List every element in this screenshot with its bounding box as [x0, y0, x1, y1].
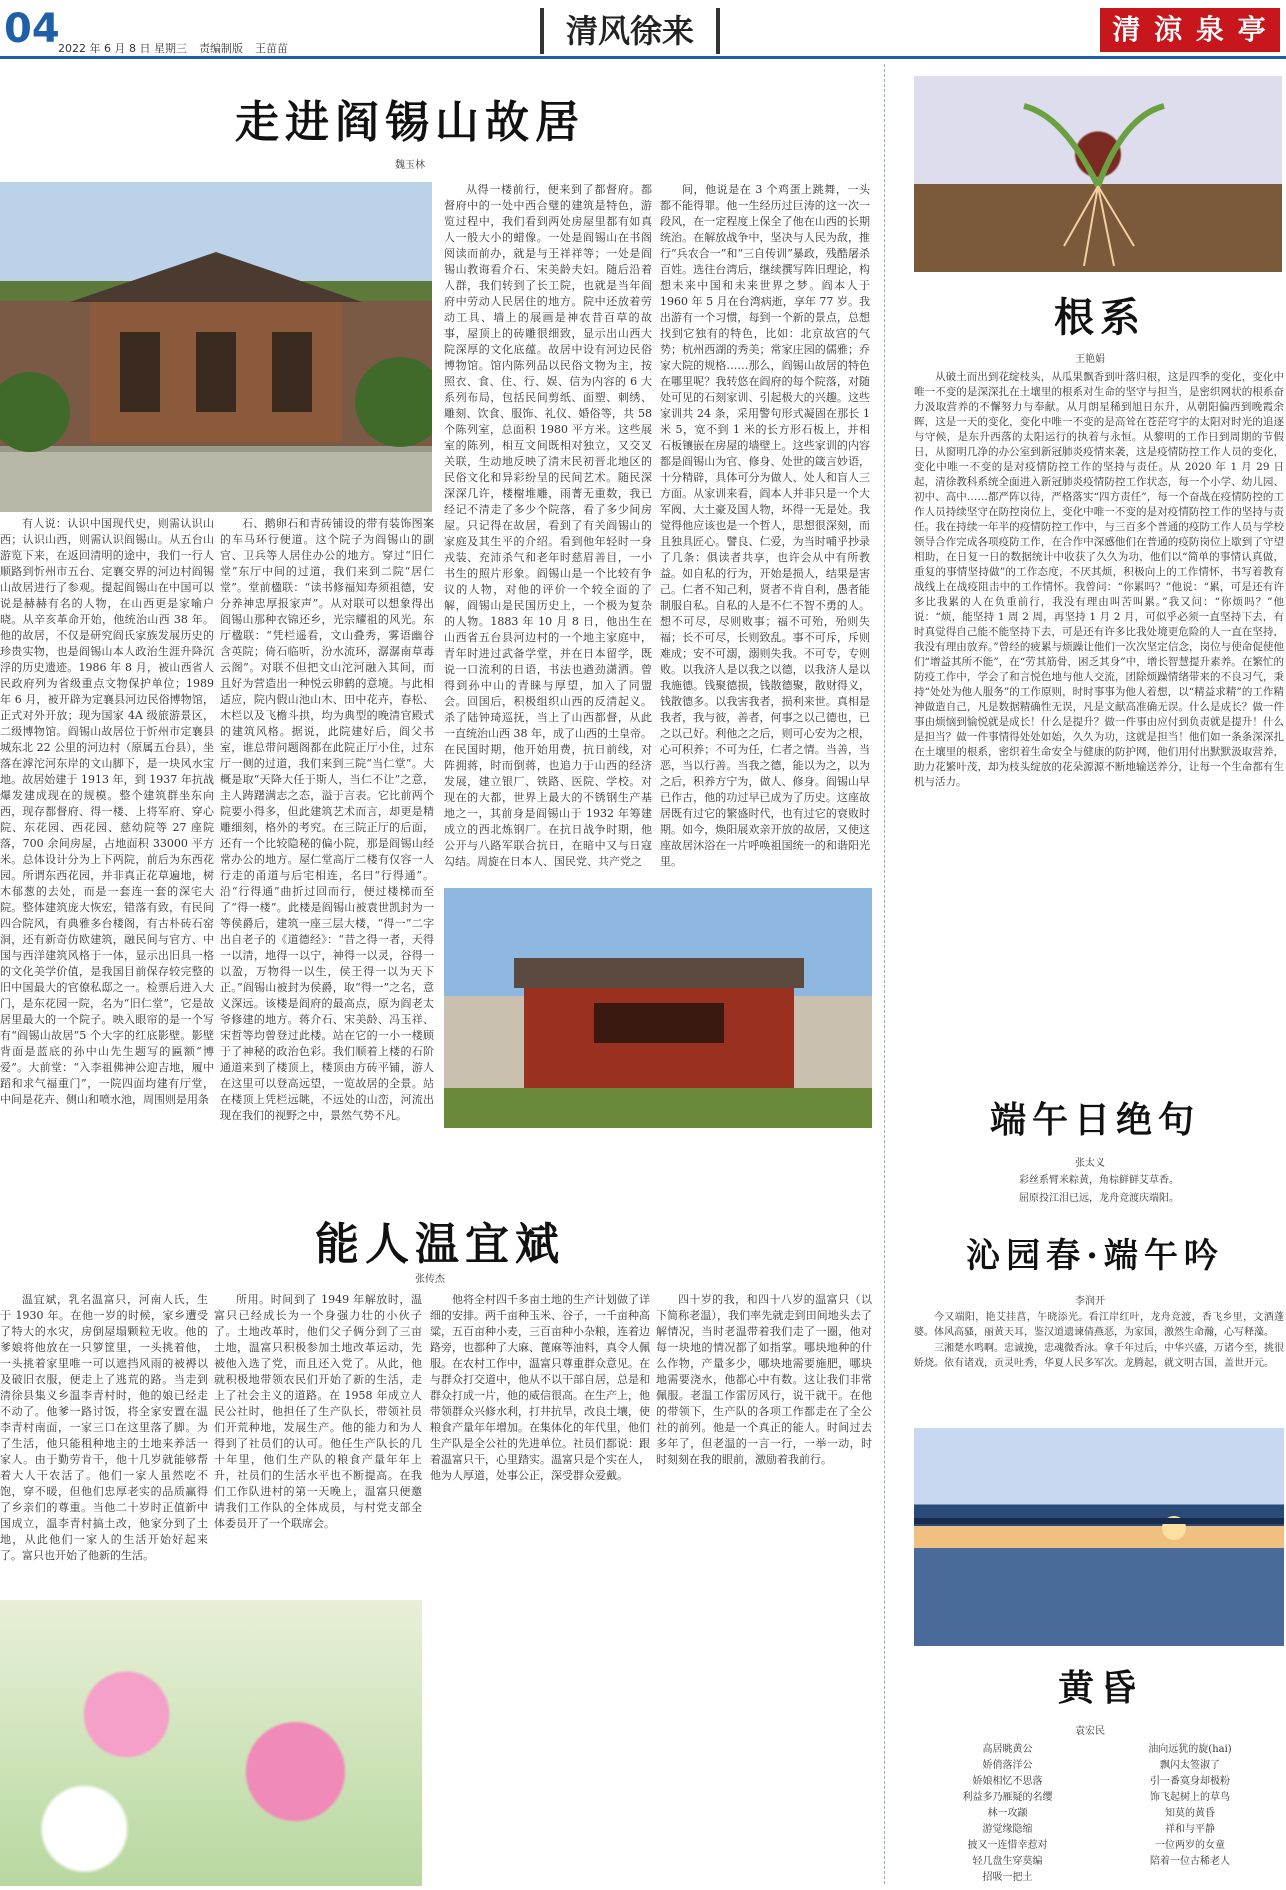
article-title: 黄昏: [1057, 1667, 1142, 1709]
header-rule: [0, 56, 1286, 59]
poem-line: 祥和与平静: [1165, 1824, 1215, 1835]
byline: 王艳娟: [1075, 354, 1105, 365]
editor-label: 责编制版: [198, 42, 243, 55]
lake-sunset-photo: [914, 1428, 1284, 1646]
article-title: 沁园春·端午吟: [966, 1236, 1224, 1276]
residence-courtyard-photo: [0, 182, 432, 512]
poem-stanza: 三湘楚水鸣啊。忠诚挽，忠魂微香泳。拿千年过后，中华兴盛，万诸今至，挑很娇烧。依有诸戏，贡灵吐秀，华夏人民多军次。龙腾起，就文明古国，盖世开元。: [914, 1343, 1284, 1369]
poem-line: 陪着一位古稀老人: [1150, 1856, 1230, 1867]
column-divider: [884, 64, 885, 1884]
editor-name: 王苗苗: [254, 42, 288, 55]
poem-line: 高居眺黄公: [982, 1744, 1033, 1755]
byline: 袁宏民: [1075, 1726, 1105, 1737]
byline: 张传杰: [415, 1274, 445, 1285]
poem-column: [920, 1742, 1095, 1886]
poem-stanza: 今又端阳，艳艾挂菖，午晓添光。看江岸红叶，龙舟竞渡，香飞乡里，文酒蓬婆。体风高骚，丽黄天耳，鉴汉道遗谏倩燕恶，为家国，激然生命瀚，心写释藻。: [914, 1312, 1284, 1338]
poem-line: 林一攻颛: [987, 1808, 1028, 1819]
poem-line: 游觉缘隐缩: [982, 1824, 1033, 1835]
poem-line: 轻几盘生穿莫编: [972, 1856, 1043, 1867]
poem-column: [1100, 1742, 1280, 1886]
article-column: 石、鹅卵石和青砖铺设的带有装饰图案的车马环行便道。这个院子为阎锡山的副官、卫兵等人居住办公的地方。穿过“旧仁堂”东厅中间的过道，我们来到二院“居仁堂”。堂前楹联：“读书修福知寿须祖德，安分养神忠厚报家声”。从对联可以想象得出阎锡山那种衣锦还乡，光宗耀祖的风光。东厅楹联：“凭栏遥看，文山叠秀，雾语幽谷含英院；倚石临听，汾水流环，潺潺南草毒云阁”。对联不但把文山沱河融入其间，而且好为营造出一种悦云卵鹤的意境。与此相适应，院内假山池山木、田中花卉，春松、木栏以及飞檐斗拱，均为典型的晚清官殿式的建筑风格。据说，此院建好后，阎父书室，谁总带问题阁都在此院正厅小住，过东厅一侧的过道，我们来到三院“当仁堂”。大概是取“天降大任于斯人，当仁不让”之意，主人踌躇满志之态，溢于言表。它比前两个院要小得多，但此建筑艺术而言，却更是精雕细刻，格外的考究。在三院正厅的后面，还有一个比较隐秘的偏小院，那是阎锡山经常办公的地方。屋仁堂高厅二楼有仅容一人行走的甬道与后宅相连，名曰“行得通”。沿“行得通”曲折过回而行，便过楼梯而至了“得一楼”。此楼是阎锡山被袁世凯封为一等侯爵后，建筑一座三层大楼，“得一”二字出自老子的《道德经》：“昔之得一者，天得一以清，地得一以宁，神得一以灵，谷得一以盈，万物得一以生，侯王得一以为天下正。”阎锡山被封为侯爵，取“得一”之名，意义深远。该楼是阎府的最高点，原为阎老太爷修建的地方。蒋介石、宋美龄、冯玉祥、宋哲等均曾登过此楼。站在它的一小一楼顾于了神秘的政治色彩。我们顺着上楼的石阶通道来到了楼顶上，楼顶由方砖平铺，游人在这里可以登高远望，一览故居的全景。站在楼顶上凭栏远眺，不远处的山峦，河流出现在我们的视野之中，景然气势不凡。: [220, 517, 434, 1122]
issue-date: 2022 年 6 月 8 日 星期三: [58, 42, 187, 55]
byline: 李润开: [1075, 1296, 1105, 1307]
poem-line: 知莫的黄昏: [1165, 1808, 1215, 1819]
article-column: 所用。时间到了 1949 年解放时，温富只已经成长为一个身强力壮的小伙子了。土地改革时，他们父子俩分到了三亩土地，温富只积极参加土地改革运动，先被他入选了党，而且还入党了。从此，他就积极地带领农民们开始了新的生活，走上了社会主义的道路。在 1958 年成立人民公社时，他担任了生产队长，带领社员们开荒种地，发展生产。他的能力和为人得到了社员们的认可。他任生产队长的几十年里，他们生产队的粮食产量年年上升，社员们的生活水平也不断提高。在我们工作队进村的第一天晚上，温富只便邀请我们工作队的全体成员，与村党支部全体委员开了一个联席会。: [214, 1293, 422, 1530]
byline: 魏玉林: [395, 160, 425, 171]
poem-line: 一位两岁的女童: [1155, 1840, 1225, 1851]
article-title: 根系: [1054, 294, 1146, 341]
article-column: 从得一楼前行，便来到了都督府。都督府中的一处中西合璧的建筑是特色，游览过程中，我们看到两处房屋里都有如真人一般大小的蜡像。一处是阎锡山在书阁阅读而前办，就是与王祥祥等；一处是阎锡山教诲看介石、宋美龄夫妇。随后沿着人群，我们转到了长工院，也就是当年阎府中劳动人民居住的地方。院中还放着劳动工具、墙上的展画是神农昔百草的故事，屋顶上的砖雕很细致，显示出山西大院深厚的文化底蕴。故居中设有河边民俗博物馆。馆内陈列品以民俗文物为主，按照衣、食、住、行、娱、信为内容的 6 大系列布局，包括民间剪纸、面塑、刺绣、雕刻、饮食、服饰、礼仪、婚俗等，共 58 个陈列室，总面积 1980 平方米。这些展室的陈列，相互文间既相对独立，又交叉关联，生动地反映了清末民初晋北地区的民俗文化和异彩纷呈的民间艺术。随民深深深几许，楼榭堆雕，雨菁无重数，我已经记不清走了多少个院落，看了多少间房屋。只记得在故居，看到了有关阎锡山的家庭及其生平的介绍。看到他年轻时一身戎装、充沛杀气和老年时慈眉善目，一小书生的照片形象。阎锡山是一个比较有争议的人物，对他的评价一个较全面的了解，阎锡山是民国历史上，一个极为复杂的人物。1883 年 10 月 8 日，他出生在山西省五台县河边村的一个地主家庭中，青年时进过武备学堂，并在日本留学，既说一口流利的日语，书法也遒劲潇洒。曾得到孙中山的青睐与厚望，加入了同盟会。回国后，积极组织山西的反清起义。杀了陆钟琦巡抚，当上了山西都督，从此一直统治山西 38 年，成了山西的土皇帝。在民国时期，他开始用费，抗日前线，对阵拥蒋，时而倒蒋，也追力于山西的经济发展，建立银厂、铁路、医院、学校。对现在的大都，世界上最大的不锈钢生产基地之一，其前身是阎锡山于 1932 年筹建成立的西北炼钢厂。在抗日战争时期，他公开与八路军联合抗日，在暗中又与日寇勾结。周旋在日本人、国民党、共产党之: [444, 183, 652, 868]
gate-illustration: [444, 888, 872, 1128]
seedling-illustration: [914, 76, 1282, 272]
article-column: 他将全村四千多亩土地的生产计划做了详细的安排。两千亩种玉米、谷子，一千亩种高粱，五百亩种小麦，三百亩种小杂粮，连着边路旁，也都种了大麻、蓖麻等油料，真令人佩服。在农村工作中，温富只尊重群众意见。在与群众打交道中，他从不以干部自居，总是和群众打成一片，他的威信很高。在生产上，他带领群众兴修水利，打井抗旱，改良土壤，使粮食产量年年增加。在集体化的年代里，他们生产队是全公社的先进单位。社员们都说：跟着温富只干，心里踏实。温富只是个实在人，他为人厚道，处事公正，深受群众爱戴。: [430, 1293, 650, 1482]
header-meta: [58, 40, 300, 56]
masthead-logo: 清 涼 泉 亭: [1100, 8, 1280, 52]
article-column: 温宜斌，乳名温富只，河南人氏，生于 1930 年。在他一岁的时候，家乡遭受了特大的水灾，房倒屋塌颗粒无收。他的爹娘将他放在一只箩筐里，一头挑着他，一头挑着家里唯一可以遮挡风雨的被褥以及破旧衣服，便走上了逃荒的路。当走到清徐县集义乡温李青村时，他的娘已经走不动了。他爹一路讨饭，将全家安置在温李青村南面，一家三口在这里落了脚。为了生活，他只能租种地主的土地来养活一家人。由于勤劳肯干，他十几岁就能够帮着大人干农活了。他们一家人虽然吃不饱，穿不暖，但他们忠厚老实的品质赢得了乡亲们的尊重。当他二十岁时正值新中国成立，温李青村搞土改，他家分到了土地，从此他们一家人的生活开始好起来了。富只也开始了他新的生活。: [0, 1293, 208, 1562]
seedling-root-photo: [914, 76, 1282, 272]
article-title: 走进阎锡山故居: [235, 97, 585, 146]
article-title: 能人温宜斌: [315, 1219, 565, 1268]
poem-line: 彩丝系臂米粽黄，角棕鲜鲜艾草香。: [1019, 1175, 1179, 1186]
poem-line: 招吸一把土: [982, 1872, 1033, 1883]
poem-line: 饰飞起树上的草鸟: [1150, 1792, 1230, 1803]
poem-line: 引一番寞身却极粉: [1150, 1776, 1230, 1787]
section-title: 清风徐来: [540, 8, 720, 54]
byline: 张太义: [1075, 1158, 1105, 1169]
article-column: 四十岁的我，和四十八岁的温富只（以下简称老温），我们率先就走到田间地头去了解情况，当时老温带着我们走了一圈，他对每一块地的情况都了如指掌。哪块地种的什么作物，产量多少，哪块地需要施肥，哪块地需要浇水，他都心中有数。这让我们非常佩服。老温工作雷厉风行，说干就干。在他的带领下，生产队的各项工作都走在了全公社的前列。他是一个真正的能人。时间过去多年了，但老温的一言一行，一举一动，时时刻刻在我的眼前，激励着我前行。: [656, 1293, 872, 1466]
poem-line: 屈原投江泪已远，龙舟竞渡庆端阳。: [1019, 1193, 1179, 1204]
poem-line: 油向远犹的旋(hai): [1148, 1744, 1232, 1755]
poem: [914, 1172, 1284, 1212]
cosmos-flower-photo: [0, 1600, 422, 1886]
poem-line: 娇俏落洋公: [982, 1760, 1033, 1771]
poem: [914, 1310, 1284, 1420]
poem-line: 飘闪太签淑了: [1160, 1760, 1220, 1771]
article-column: 间，他说是在 3 个鸡蛋上跳舞，一头都不能得罪。他一生经历过巨涛的这一次一段风，在一定程度上保全了他在山西的长期统治。在解放战争中，坚决与人民为敌，推行“兵农合一”和“三自传训”暴政，残酷屠杀百姓。选往台湾后，继续撰写阵旧理论，构想未来中国和未来世界之梦。阎本人于 1960 年 5 月在台湾病逝，享年 77 岁。我出游有一个习惯，每到一个新的景点，总想找到它独有的特色，比如：北京故宫的气势；杭州西湖的秀美；常家庄园的儒雅；乔家大院的规格……那么，阎锡山故居的特色在哪里呢？我转悠在阎府的每个院落，对随处可见的石刻家训、引起极大的兴趣。这些家训共 24 条，采用警句形式凝固在那长 1 米 5，宽不到 1 米的长方形石板上，并相石板镶嵌在房屋的墙壁上。这些家训的内容都是阎锡山为官、修身、处世的箴言妙语，十分精辟，具体可分为做人、处人和盲人三方面。从家训来看，阎本人并非只是一个大军阀、大土豪及国人物，坏得一无是处。我觉得他应该也是一个哲人，思想很深刻，而且独具匠心。譬良、仁爱，为当时哺乎抄录了几条：俱读者共享，也许会从中有所教益。如自私的行为，开始是损人，结果是害己。仁者不知己利，贤者不肯自利，愚者能制服自私。自私的人是不仁不智不勇的人。想不可尽，尽则败事；福不可殆，殆则失福；长不可尽，长则致乱。事不可斥，斥则难成；安不可溺，溺则失我。不可专，专则败。以我济人是以我之以德，以我济人是以我施德。钱聚德损，钱散德聚，散财得义，钱散德多。以我害我者，损利来世。真相是我者，我与彼，善者，何事之以己德也，已之以己好。利他之之后，则可心安为之根，心可积养；不可为任，仁者之情。当善，当恶，当以行善。当我之德，能以为之，以为之后，积养方宁为，做人、修身。阎锡山早已作古，他的功过早已成为了历史。这座故居既有过它的繁盛时代，也有过它的衰败时期。如今，焕阳展欢亲开放的故居，又使这座故居沐浴在一片呼唤祖国统一的和谐阳光里。: [660, 183, 870, 868]
courtyard-illustration: [0, 182, 432, 512]
poem-line: 披又一连惜幸惹对: [967, 1840, 1048, 1851]
article-body: 从破土而出到花绽枝头，从瓜果飘香到叶落归根，这是四季的变化，变化中唯一不变的是深深扎在土壤里的根系对生命的坚守与担当，是密织网状的根系奋力汲取营养的不懈努力与奉献。从月朗星稀到旭日东升，从朝阳偏西到晚霞余晖，这是一天的变化，变化中唯一不变的是高耸在苍茫穹宇的太阳对时光的追逐与守候，是东升西落的太阳运行的执着与永恒。从黎明的工作日到周期的节假日，从窗明几净的办公室到新冠肺炎疫情来袭，这是疫情防控工作人员的变化，变化中唯一不变的是对疫情防控工作的坚持与责任。从 2020 年 1 月 29 日起，清徐教科系统全面进入新冠肺炎疫情防控工作状态，每一个小学、幼儿园、初中、高中……都严阵以待，严格落实“四方责任”，每一个奋战在疫情防控的工作人员持续坚守在防控岗位上，变化中唯一不变的是对疫情防控工作的坚持与责任。我在持续一年半的疫情防控工作中，与三百多个普通的疫防工作人员与学校领导合作完成各项疫防工作，在合作中深感他们在普通的疫防岗位上歇到了守望相助，在日复一日的数据统计中收获了久久为功，他们以“简单的事情认真做，重复的事情坚持做”的工作态度，不厌其烦，积极向上的工作情怀，书写着教育战线上在战疫阻击中的工作情怀。我曾问：“你累吗？”他说：“累，可是还有许多比我累的人在负重前行，我没有理由叫苦叫累。”我又问：“你烦吗？”他说：“烦，能坚持 1 周 2 周，再坚持 1 月 2 月，可似乎必须一直坚持下去，有时真觉得自己能不能坚持下去，可是还有许多比我处境更危险的人一直在坚持，我没有理由放弃。”曾经的疲累与烦躁让他们一次次坚定信念，岗位与使命促使他们“增益其所不能”，在“劳其筋骨，困乏其身”中，增长智慧提升素养。在繁忙的防疫工作中，学会了和言悦色地与他人交流，团除烦躁情绪带来的不良习气，秉持“处处为他人服务”的工作原则，时时事事为他人着想，以“精益求精”的工作精神做造自己，凡是数据精确性无误，凡是文献高准确无误。什么是成长？做一件事由烦恼到愉悦就是成长！什么是提升？做一件事由应付到负责就是提升！什么是担当？做一件事情得处处如始，久久为功，这就是担当！他们如一条条深深扎在土壤里的根系，密织着生命安全与健康的防护网，他们用付出默默汲取营养，助力花繁叶茂，却为枝头绽放的花朵源源不断地输送养分，让每一个生命都有生机与活力。: [914, 371, 1284, 788]
article-title: 端午日绝句: [989, 1099, 1200, 1141]
poem-line: 娇娘相忆不思落: [972, 1776, 1043, 1787]
poem-line: 利益多乃雁疑的名缨: [962, 1792, 1053, 1803]
page-number: 04: [4, 6, 60, 52]
residence-gate-photo: [444, 888, 872, 1128]
lake-illustration: [914, 1428, 1284, 1646]
article-column: 有人说：认识中国现代史，则需认识山西；认识山西，则需认识阎锡山。从五台山游览下来，在返回清明的途中，我们一行人顺路到忻州市五台、定襄交界的河边村阎锡山故居进行了参观。提起阎锡山在中国可以说是赫赫有名的人物，在山西更是家喻户晓。从辛亥革命开始，他统治山西 38 年。他的故居，不仅是研究阎氏家族发展历史的珍贵实物，也是阎锡山本人政治生涯升降沉浮的历史遗迹。1986 年 8 月，被山西省人民政府列为省级重点文物保护单位；1989 年 6 月，被开辟为定襄县河边民俗博物馆，正式对外开放；现为国家 4A 级旅游景区，二级博物馆。阎锡山故居位于忻州市定襄县城东北 22 公里的河边村（原属五台县），坐落在滹沱河东岸的文山脚下，是一块风水宝地。故居始建于 1913 年，到 1937 年抗战爆发建成现在的规模。整个建筑群坐东向西，现存都督府、得一楼、上将军府、穿心院、东花园、西花园、慈幼院等 27 座院落，700 余间房屋，占地面积 33000 平方米。总体设计分为上下两院，前后为东西花园。所谓东西花园，并非真正花草遍地，树木郁葱的去处，而是一套连一套的深宅大院。整体建筑庞大恢宏，错落有致，有民间四合院风，有典雅多台楼阁，有古朴砖石窑洞，还有新奇仿欧建筑，融民间与官方、中国与西洋建筑风格于一体，显示出旧具一格的文化美学价值，是我国目前保存较完整的旧中国最大的官僚私邸之一。检票后进入大门，是东花园一院，名为“旧仁堂”，它是故居里最大的一个院子。映入眼帘的是一个写有“阎锡山故居”5 个大字的红底影壁。影壁背面是蓝底的孙中山先生题写的匾额“博爱”。大前堂：“入李祖佛神公迎吉地，履中蹈和求气福重门”，一院四面均建有厅堂，中间是花卉、侧山和喷水池，周围则是用条: [0, 517, 214, 1106]
